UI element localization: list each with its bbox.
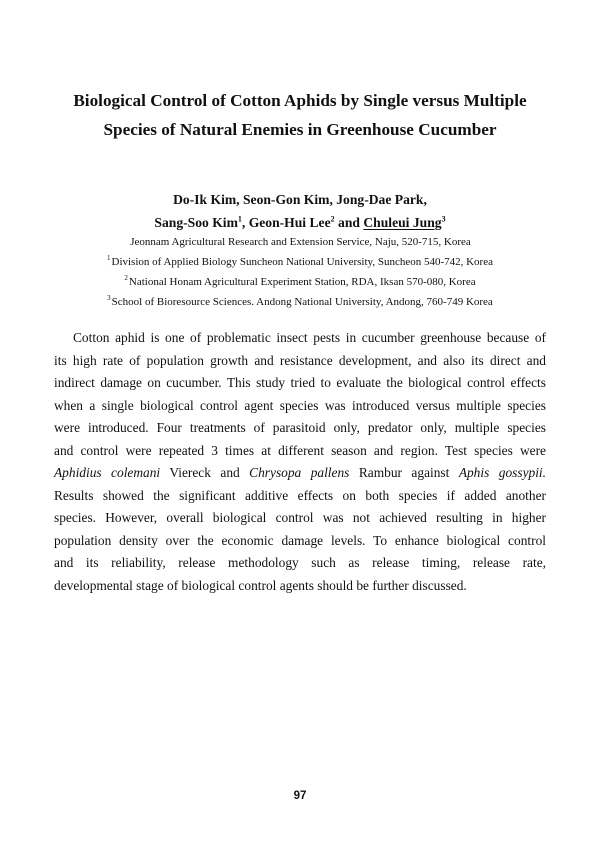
author-name: Sang-Soo Kim [154, 215, 238, 230]
page-number: 97 [293, 790, 307, 802]
abstract-line: its high rate of population growth and resistance development, and also its direct and [54, 352, 546, 368]
affiliation-item [40, 232, 560, 252]
abstract-line: population density over the economic damage levels. To enhance biological control [54, 532, 546, 548]
abstract-line: Cotton aphid is one of problematic insect pests in cucumber greenhouse because of [73, 330, 546, 345]
affiliation-item [40, 272, 560, 292]
affiliation-text: Division of Applied Biology Suncheon National University, Suncheon 540-742, Korea [111, 256, 493, 268]
abstract-text: Rambur against [358, 465, 450, 480]
abstract-line: species. However, overall biological control was not achieved resulting in higher [54, 510, 546, 525]
title-line-1: Biological Control of Cotton Aphids by Single versus Multiple [73, 91, 527, 110]
title-line-2: Species of Natural Enemies in Greenhouse Cucumber [103, 120, 497, 139]
affiliation-item [40, 252, 560, 272]
species-name: Aphidius colemani [54, 465, 161, 480]
abstract-line: and its reliability, release methodology such as release timing, release rate, [54, 555, 546, 570]
abstract-line: were introduced. Four treatments of parasitoid only, predator only, multiple species [54, 420, 546, 435]
abstract-line: indirect damage on cucumber. This study tried to evaluate the biological control effects [54, 375, 546, 390]
affiliation-text: Jeonnam Agricultural Research and Extension Service, Naju, 520-715, Korea [130, 236, 471, 248]
author-line-1: Do-Ik Kim, Seon-Gon Kim, Jong-Dae Park, [173, 192, 427, 207]
species-name: Aphis gossypii. [458, 465, 546, 480]
abstract-line: and control were repeated 3 times at different season and region. Test species were [54, 442, 546, 458]
abstract-line [54, 462, 546, 485]
abstract-line: when a single biological control agent species was introduced versus multiple species [54, 397, 546, 413]
affiliation-text: National Honam Agricultural Experiment Station, RDA, Iksan 570-080, Korea [128, 276, 476, 288]
author-conjunction: and [338, 215, 360, 230]
abstract-line: Results showed the significant additive effects on both species if added another [54, 487, 546, 503]
author-affiliation-mark: 2 [330, 214, 335, 224]
abstract-line: developmental stage of biological control agents should be further discussed. [54, 577, 467, 593]
author-line-2: Sang-Soo Kim$^1$, Geon-Hui Lee$^2$ and Chuleui Jung$^3$ [154, 214, 446, 230]
affiliation-mark: 2 [124, 274, 128, 283]
author-list [40, 188, 560, 234]
affiliation-mark: 1 [107, 254, 111, 263]
abstract-paragraph [54, 327, 546, 597]
author-affiliation-mark: 3 [441, 214, 446, 224]
affiliation-mark: 3 [107, 294, 111, 303]
author-name: Geon-Hui Lee [248, 215, 331, 230]
affiliation-item [40, 292, 560, 312]
author-affiliation-mark: 1 [237, 214, 242, 224]
affiliation-text: School of Bioresource Sciences. Andong National University, Andong, 760-749 Korea [111, 296, 493, 308]
corresponding-author-name: Chuleui Jung [363, 215, 442, 230]
species-name: Chrysopa pallens [249, 465, 350, 480]
affiliation-list [40, 232, 560, 312]
abstract-text: Viereck and [169, 465, 240, 480]
paper-title [40, 86, 560, 144]
